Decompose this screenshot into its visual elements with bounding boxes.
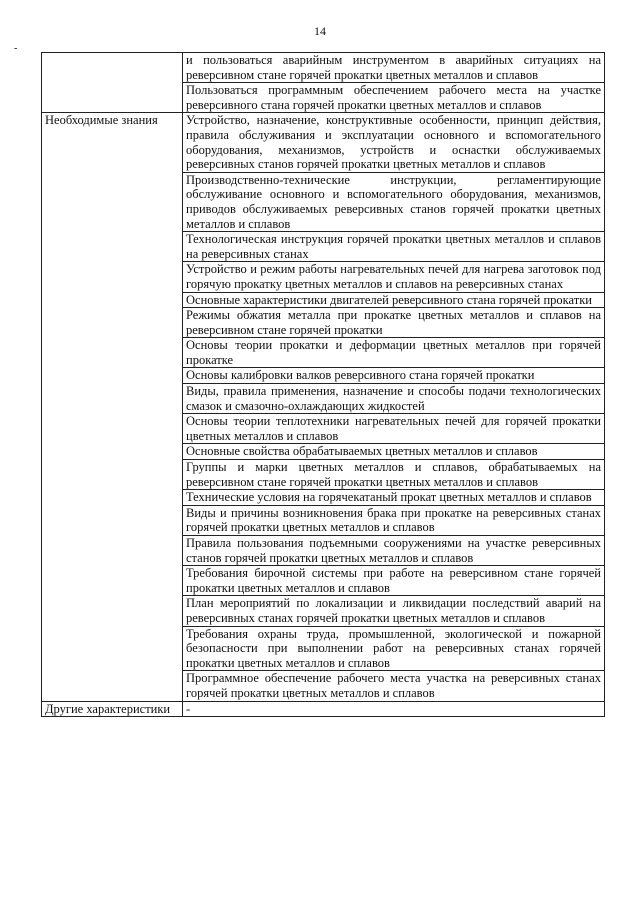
requirement-text: Режимы обжатия металла при прокатке цветных металлов и сплавов на реверсивном стане горячей прокатки (186, 308, 601, 337)
requirement-cell (183, 338, 605, 368)
requirement-text: Основы калибровки валков реверсивного стана горячей прокатки (186, 368, 535, 383)
requirement-cell (183, 444, 605, 460)
requirement-cell (183, 505, 605, 535)
requirement-text: Устройство, назначение, конструктивные особенности, принцип действия, правила обслуживания и эксплуатации основного и вспомогательного оборудования, механизмов, устройств и оснастки обслуживаемых реверсивных станов горячей прокатки цветных металлов и сплавов (186, 113, 601, 172)
requirement-text: Правила пользования подъемными сооружениями на участке реверсивных станов горячей прокатки цветных металлов и сплавов (186, 536, 601, 565)
requirement-cell (183, 536, 605, 566)
requirement-text: Производственно-технические инструкции, регламентирующие обслуживание основного и вспомогательного оборудования, механизмов, приводов обслуживаемых реверсивных станов горячей прокатки цветных металлов и сплавов (186, 172, 601, 231)
requirement-text: - (186, 701, 191, 716)
requirement-cell (183, 232, 605, 262)
requirement-text: Пользоваться программным обеспечением рабочего места на участке реверсивного стана горячей прокатки цветных металлов и сплавов (186, 83, 601, 112)
row-label: Необходимые знания (45, 113, 158, 128)
margin-mark: - (14, 43, 18, 54)
page-number: 14 (314, 24, 326, 38)
requirement-text: Виды и причины возникновения брака при прокатке на реверсивных станах горячей прокатки цветных металлов и сплавов (186, 505, 601, 535)
requirement-text: Технические условия на горячекатаный прокат цветных металлов и сплавов (186, 490, 592, 505)
row-label-cell (42, 53, 183, 113)
requirement-cell (183, 414, 605, 444)
requirement-cell (183, 596, 605, 626)
requirement-text: План мероприятий по локализации и ликвидации последствий аварий на реверсивных станах горячей прокатки цветных металлов и сплавов (186, 596, 601, 625)
requirement-text: Основы теории теплотехники нагревательных печей для горячей прокатки цветных металлов и сплавов (186, 414, 601, 443)
requirement-text: Основные характеристики двигателей реверсивного стана горячей прокатки (186, 292, 592, 307)
requirement-cell (183, 566, 605, 596)
requirement-cell (183, 460, 605, 490)
requirement-text: Требования охраны труда, промышленной, экологической и пожарной безопасности при выполнении работ на реверсивных станах горячей прокатки цветных металлов и сплавов (186, 626, 601, 670)
competency-table (41, 52, 605, 717)
row-label-cell (42, 701, 183, 717)
requirement-cell (183, 172, 605, 231)
requirement-text: Требования бирочной системы при работе на реверсивном стане горячей прокатки цветных металлов и сплавов (186, 566, 601, 595)
requirement-cell (183, 671, 605, 701)
requirement-cell (183, 308, 605, 338)
requirement-cell (183, 368, 605, 384)
requirement-cell (183, 626, 605, 671)
requirement-text: Устройство и режим работы нагревательных печей для нагрева заготовок под горячую прокатку цветных металлов и сплавов на реверсивных станах (186, 262, 601, 291)
requirement-text: Технологическая инструкция горячей прокатки цветных металлов и сплавов на реверсивных станах (186, 232, 601, 261)
requirement-cell (183, 262, 605, 292)
competency-table-body (42, 53, 605, 717)
requirement-cell (183, 53, 605, 83)
table-row (42, 113, 605, 172)
row-label: Другие характеристики (45, 701, 171, 716)
requirement-cell (183, 113, 605, 172)
row-label-cell (42, 113, 183, 701)
requirement-text: Программное обеспечение рабочего места участка на реверсивных станах горячей прокатки цветных металлов и сплавов (186, 671, 601, 700)
requirement-cell (183, 384, 605, 414)
requirement-cell (183, 490, 605, 506)
table-row (42, 53, 605, 83)
requirement-text: Группы и марки цветных металлов и сплавов, обрабатываемых на реверсивном стане горячей прокатки цветных металлов и сплавов (186, 460, 601, 489)
requirement-cell (183, 701, 605, 717)
table-row (42, 701, 605, 717)
requirement-cell (183, 83, 605, 113)
requirement-text: Основные свойства обрабатываемых цветных металлов и сплавов (186, 444, 538, 459)
requirement-cell (183, 292, 605, 308)
requirement-text: Виды, правила применения, назначение и способы подачи технологических смазок и смазочно-охлаждающих жидкостей (186, 384, 601, 413)
requirement-text: Основы теории прокатки и деформации цветных металлов при горячей прокатке (186, 338, 601, 367)
requirement-text: и пользоваться аварийным инструментом в аварийных ситуациях на реверсивном стане горячей прокатки цветных металлов и сплавов (186, 53, 601, 82)
